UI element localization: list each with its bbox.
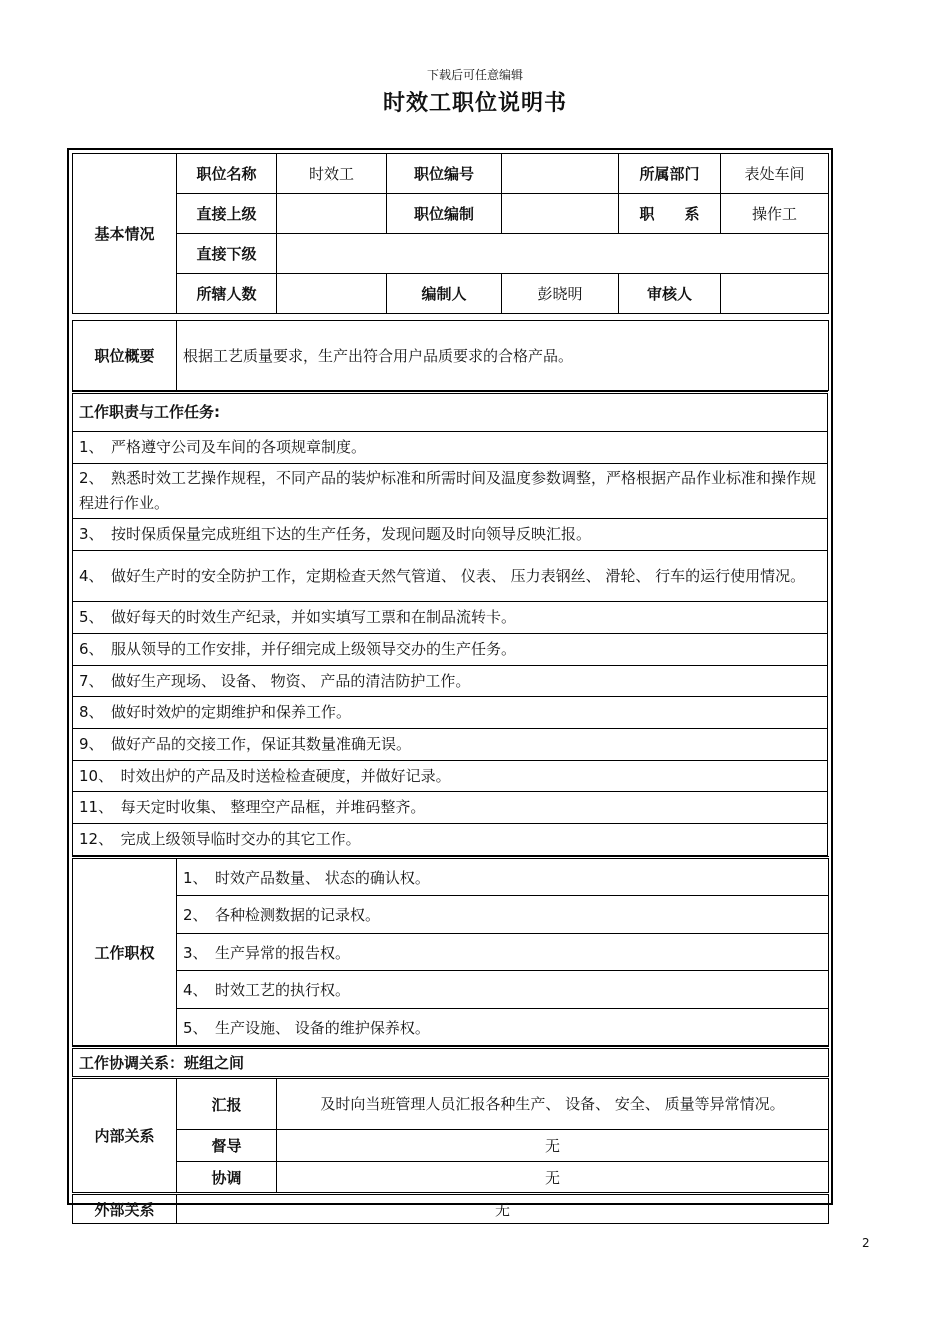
managed-count-label: 所辖人数 bbox=[177, 274, 277, 314]
superior-value bbox=[277, 194, 387, 234]
author-label: 编制人 bbox=[387, 274, 502, 314]
rank-value: 操作工 bbox=[721, 194, 829, 234]
headcount-label: 职位编制 bbox=[387, 194, 502, 234]
coordinate-label: 协调 bbox=[177, 1162, 277, 1194]
authority-item: 4、 时效工艺的执行权。 bbox=[177, 971, 829, 1009]
document-title: 时效工职位说明书 bbox=[382, 91, 567, 116]
duty-item: 3、 按时保质保量完成班组下达的生产任务，发现问题及时向领导反映汇报。 bbox=[73, 519, 828, 551]
authority-table bbox=[72, 856, 829, 1046]
duty-item: 6、 服从领导的工作安排，并仔细完成上级领导交办的生产任务。 bbox=[73, 634, 828, 666]
duty-item: 11、 每天定时收集、 整理空产品框，并堆码整齐。 bbox=[73, 792, 828, 824]
duty-item: 4、 做好生产时的安全防护工作，定期检查天然气管道、 仪表、 压力表钢丝、 滑轮、 行车的运行使用情况。 bbox=[73, 551, 828, 602]
superior-label: 直接上级 bbox=[177, 194, 277, 234]
page-number: 2 bbox=[862, 1236, 870, 1250]
authority-item: 3、 生产异常的报告权。 bbox=[177, 934, 829, 971]
header-note: 下载后可任意编辑 bbox=[426, 68, 523, 82]
author-value: 彭晓明 bbox=[502, 274, 619, 314]
summary-label: 职位概要 bbox=[73, 321, 177, 391]
authority-label: 工作职权 bbox=[73, 858, 177, 1046]
coordinate-text: 无 bbox=[277, 1162, 829, 1194]
coordination-heading: 工作协调关系：班组之间 bbox=[73, 1048, 829, 1078]
managed-count-value bbox=[277, 274, 387, 314]
department-label: 所属部门 bbox=[619, 154, 721, 194]
position-code-value bbox=[502, 154, 619, 194]
duty-item: 10、 时效出炉的产品及时送检检查硬度，并做好记录。 bbox=[73, 761, 828, 792]
duties-table bbox=[72, 391, 828, 856]
supervise-text: 无 bbox=[277, 1130, 829, 1162]
basic-section-label: 基本情况 bbox=[73, 154, 177, 314]
duty-item: 2、 熟悉时效工艺操作规程，不同产品的装炉标准和所需时间及温度参数调整，严格根据产品作业标准和操作规程进行作业。 bbox=[73, 464, 828, 519]
authority-item: 5、 生产设施、 设备的维护保养权。 bbox=[177, 1009, 829, 1046]
subordinate-label: 直接下级 bbox=[177, 234, 277, 274]
duty-item: 12、 完成上级领导临时交办的其它工作。 bbox=[73, 824, 828, 856]
summary-table bbox=[72, 320, 829, 391]
duties-heading: 工作职责与工作任务: bbox=[73, 393, 828, 432]
department-value: 表处车间 bbox=[721, 154, 829, 194]
supervise-label: 督导 bbox=[177, 1130, 277, 1162]
reviewer-label: 审核人 bbox=[619, 274, 721, 314]
duty-item: 5、 做好每天的时效生产纪录，并如实填写工票和在制品流转卡。 bbox=[73, 602, 828, 634]
job-description-form bbox=[67, 148, 833, 1219]
external-relations-label: 外部关系 bbox=[73, 1194, 177, 1224]
headcount-value bbox=[502, 194, 619, 234]
duty-item: 1、 严格遵守公司及车间的各项规章制度。 bbox=[73, 432, 828, 464]
duty-item: 8、 做好时效炉的定期维护和保养工作。 bbox=[73, 697, 828, 729]
duty-item: 9、 做好产品的交接工作，保证其数量准确无误。 bbox=[73, 729, 828, 761]
subordinate-value bbox=[277, 234, 829, 274]
internal-relations-label: 内部关系 bbox=[73, 1078, 177, 1194]
position-code-label: 职位编号 bbox=[387, 154, 502, 194]
reviewer-value bbox=[721, 274, 829, 314]
rank-label: 职 系 bbox=[619, 194, 721, 234]
authority-item: 2、 各种检测数据的记录权。 bbox=[177, 896, 829, 934]
report-label: 汇报 bbox=[177, 1078, 277, 1130]
position-name-label: 职位名称 bbox=[177, 154, 277, 194]
duty-item: 7、 做好生产现场、 设备、 物资、 产品的清洁防护工作。 bbox=[73, 666, 828, 697]
summary-text: 根据工艺质量要求，生产出符合用户品质要求的合格产品。 bbox=[177, 321, 829, 391]
report-text: 及时向当班管理人员汇报各种生产、 设备、 安全、 质量等异常情况。 bbox=[277, 1078, 829, 1130]
external-relations-text: 无 bbox=[177, 1194, 829, 1224]
authority-item: 1、 时效产品数量、 状态的确认权。 bbox=[177, 858, 829, 896]
basic-info-table bbox=[72, 153, 829, 314]
coordination-table bbox=[72, 1046, 829, 1224]
position-name-value: 时效工 bbox=[277, 154, 387, 194]
